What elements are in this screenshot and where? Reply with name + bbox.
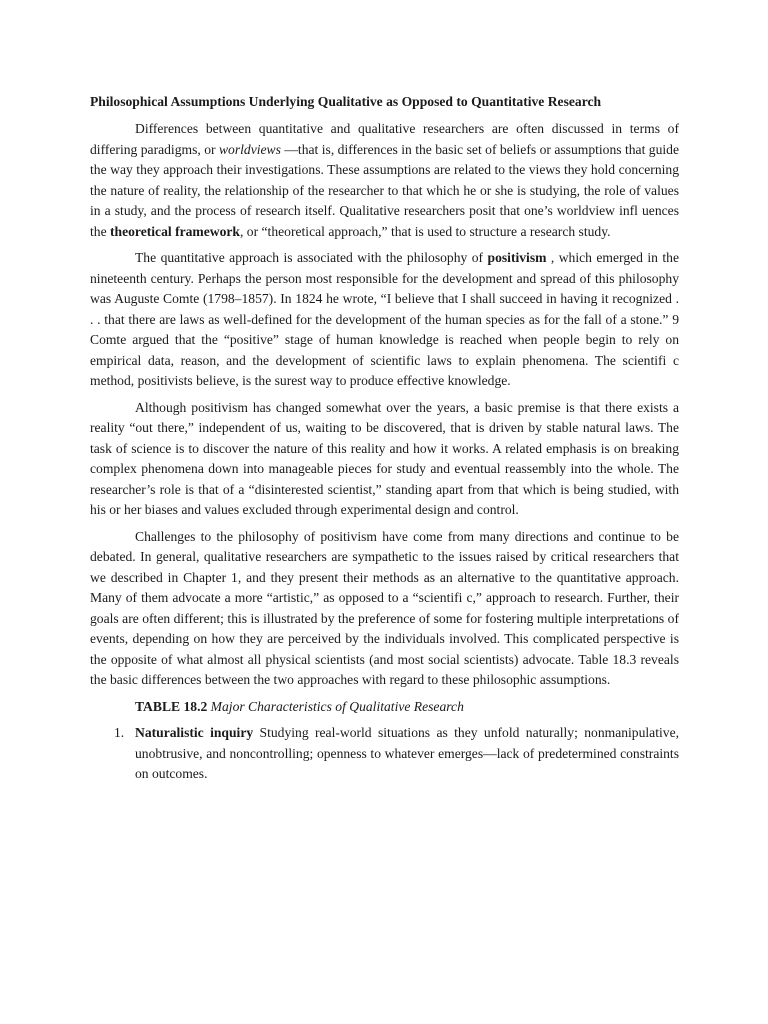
paragraph-text: —that is, differences in the basic set of beliefs or assumptions that guide the way they approach their investigations. These assumptions are related to the views they hold concerning the nature of reality, the relationship of the researcher to that which he or she is studying, the role of values in a study, and the process of research itself. Qualitative researchers posit that one’s worldview infl uences the [90,141,680,239]
paragraph-text: Challenges to the philosophy of positivism have come from many directions and continue to be debated. In general, qualitative researchers are sympathetic to the issues raised by critical researchers that we described in Chapter 1, and they present their methods as an alternative to the quantitative approach. Many of them advocate a more “artistic,” as opposed to a “scientifi c,” approach to research. Further, their goals are often different; this is illustrated by the preference of some for fostering multiple interpretations of events, depending on how they are perceived by the individuals involved. This complicated perspective is the opposite of what almost all physical scientists (and most social scientists) advocate. Table 18.3 reveals the basic differences between the two approaches with regard to these philosophic assumptions. [90,528,679,687]
list-number: 1. [114,725,125,740]
paragraph-text: Differences between quantitative and qualitative researchers are often discussed in terms of differing paradigms, or [90,121,679,157]
body-paragraph [90,248,679,392]
table-caption [135,697,679,718]
body-paragraph [90,527,679,691]
body-paragraphs [90,119,679,691]
list-body [135,723,679,785]
table-title: Major Characteristics of Qualitative Research [210,698,464,714]
list-item [90,723,679,785]
italic-term: worldviews [218,141,281,157]
list-term: Naturalistic inquiry [135,725,254,740]
document-page [90,92,679,785]
characteristics-list [90,723,679,785]
bold-term: theoretical framework [110,223,240,239]
section-title: Philosophical Assumptions Underlying Qualitative as Opposed to Quantitative Research [90,94,602,109]
body-paragraph [90,398,679,521]
paragraph-text: The quantitative approach is associated with the philosophy of [135,250,488,265]
paragraph-text: , which emerged in the nineteenth century. Perhaps the person most responsible for the development and spread of this philosophy was Auguste Comte (1798–1857). In 1824 he wrote, “I believe that I shall succeed in having it recognized . . . that there are laws as well-defined for the development of the human species as for the fall of a stone.” 9 Comte argued that the “positive” stage of human knowledge is reached when people begin to rely on empirical data, reason, and the development of scientific laws to explain phenomena. The scientifi c method, positivists believe, is the surest way to produce effective knowledge. [90,250,680,388]
bold-term: positivism [487,250,547,265]
table-number: TABLE 18.2 [135,698,208,714]
list-text: Studying real-world situations as they unfold naturally; nonmanipulative, unobtrusive, and noncontrolling; openness to whatever emerges—lack of predetermined constraints on outcomes. [135,725,679,781]
body-paragraph [90,119,679,242]
paragraph-text: Although positivism has changed somewhat over the years, a basic premise is that there exists a reality “out there,” independent of us, waiting to be discovered, that is driven by stable natural laws. The task of science is to discover the nature of this reality and how it works. A related emphasis is on breaking complex phenomena down into manageable pieces for study and eventual reassembly into the whole. The researcher’s role is that of a “disinterested scientist,” standing apart from that which is being studied, with his or her biases and values excluded through experimental design and control. [90,399,679,517]
paragraph-text: , or “theoretical approach,” that is used to structure a research study. [240,223,611,239]
